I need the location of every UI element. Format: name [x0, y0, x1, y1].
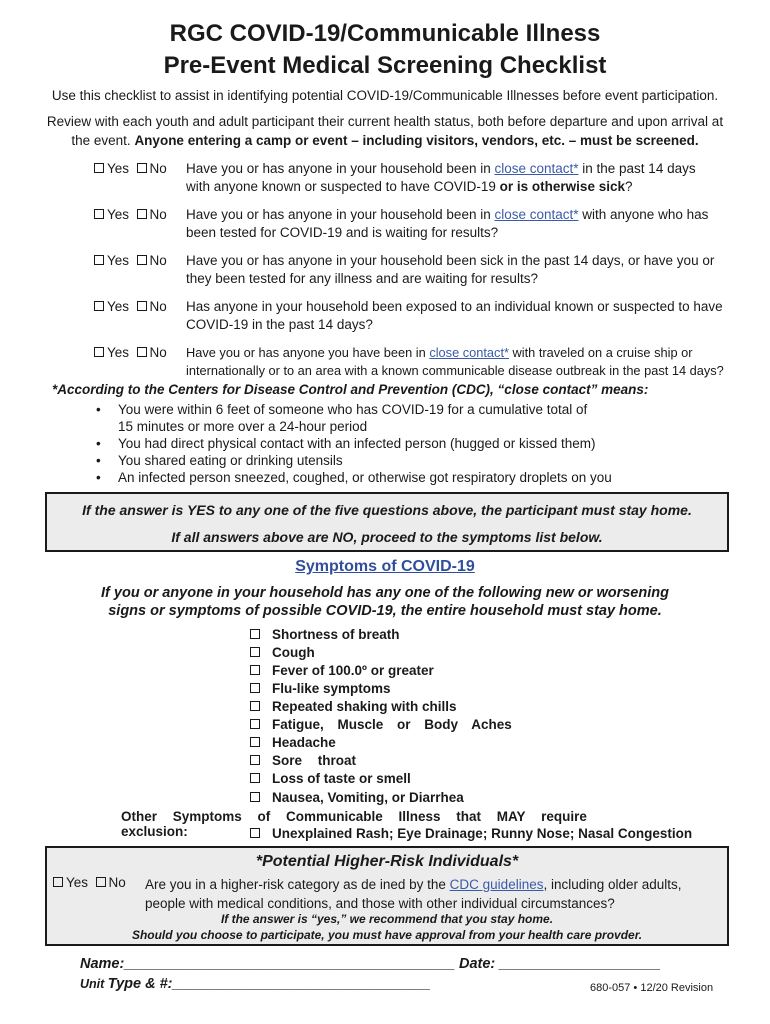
question-4-text — [186, 298, 746, 334]
symptoms-subheading-line2: signs or symptoms of possible COVID-19, the entire household must stay home. — [108, 603, 662, 619]
q5-yes-label: Yes — [107, 345, 130, 360]
q1-close-contact-link[interactable]: close contact* — [494, 161, 579, 176]
page-title-line1: RGC COVID-19/Communicable Illness — [169, 20, 601, 47]
bullet-dot: • — [96, 436, 101, 451]
q3-text-line2: they been tested for any illness and are waiting for results? — [186, 271, 538, 286]
q1-no-label: No — [149, 161, 167, 176]
q1-text-pre: Have you or has anyone in your household been in — [186, 161, 495, 176]
intro-screening-requirement: Anyone entering a camp or event – including visitors, vendors, etc. – must be screened. — [134, 133, 699, 148]
symptom-label: Flu-like symptoms — [272, 681, 391, 696]
symptom-checkbox[interactable] — [250, 773, 260, 783]
bullet-dot: • — [96, 402, 101, 417]
cdc-bullet-1-line2: 15 minutes or more over a 24-hour period — [118, 419, 368, 434]
q3-yes-checkbox[interactable] — [94, 255, 104, 265]
symptom-checkbox[interactable] — [250, 683, 260, 693]
risk-yes-checkbox[interactable] — [53, 877, 63, 887]
intro-line1: Use this checklist to assist in identifying potential COVID-19/Communicable Illnesses before event participation. — [51, 88, 719, 103]
question-1-options — [94, 160, 184, 178]
q1-text-line2: with anyone known or suspected to have COVID-19 — [186, 179, 500, 194]
higher-risk-heading: *Potential Higher-Risk Individuals* — [255, 853, 519, 870]
other-symptoms-label: Other Symptoms of Communicable Illness that MAY require exclusion: — [121, 809, 587, 839]
symptom-label: Nausea, Vomiting, or Diarrhea — [272, 790, 464, 805]
q2-text-post: with anyone who has — [578, 207, 709, 222]
q4-no-checkbox[interactable] — [137, 301, 147, 311]
page-title-line2: Pre-Event Medical Screening Checklist — [163, 52, 607, 79]
q5-text-line2: internationally or to an area with a known communicable disease outbreak in the past 14 days? — [186, 363, 724, 378]
q3-no-checkbox[interactable] — [137, 255, 147, 265]
symptom-checkbox[interactable] — [250, 719, 260, 729]
q2-text-line2: been tested for COVID-19 and is waiting for results? — [186, 225, 499, 240]
symptoms-heading — [0, 558, 770, 576]
symptom-item-sore-throat — [250, 753, 356, 768]
higher-risk-note2: Should you choose to participate, you must have approval from your health care provder. — [131, 928, 643, 942]
q4-yes-label: Yes — [107, 299, 130, 314]
symptom-checkbox[interactable] — [250, 792, 260, 802]
cdc-bullet-1-text — [118, 401, 638, 435]
symptom-label: Shortness of breath — [272, 627, 400, 642]
q4-text-line2: COVID-19 in the past 14 days? — [186, 317, 373, 332]
q2-text-pre: Have you or has anyone in your household been in — [186, 207, 495, 222]
stay-home-notice-line1: If the answer is YES to any one of the five questions above, the participant must stay home. — [82, 502, 692, 518]
symptom-label: Loss of taste or smell — [272, 771, 411, 786]
risk-no-checkbox[interactable] — [96, 877, 106, 887]
risk-q-line2: people with medical conditions, and those with other individual circumstances? — [145, 896, 615, 911]
question-2-options — [94, 206, 184, 224]
symptoms-subheading-line1: If you or anyone in your household has any one of the following new or worsening — [101, 585, 669, 601]
q1-text-bold: or is otherwise sick — [499, 179, 625, 194]
q1-text-end: ? — [624, 179, 633, 194]
q1-no-checkbox[interactable] — [137, 163, 147, 173]
q5-text-post: with traveled on a cruise ship or — [508, 345, 693, 360]
other-symptom-item — [250, 826, 692, 841]
bullet-dot: • — [96, 453, 101, 468]
q4-no-label: No — [149, 299, 167, 314]
question-5-options — [94, 344, 184, 362]
q2-yes-checkbox[interactable] — [94, 209, 104, 219]
intro-line3: the event. — [71, 133, 135, 148]
stay-home-notice-box — [45, 492, 729, 552]
higher-risk-box — [45, 846, 729, 946]
q2-close-contact-link[interactable]: close contact* — [494, 207, 579, 222]
q4-text-line1: Has anyone in your household been exposed to an individual known or suspected to have — [186, 299, 723, 314]
symptom-checkbox[interactable] — [250, 701, 260, 711]
q4-yes-checkbox[interactable] — [94, 301, 104, 311]
other-symptom-label: Unexplained Rash; Eye Drainage; Runny Nose; Nasal Congestion — [272, 826, 693, 841]
stay-home-notice-line2: If all answers above are NO, proceed to the symptoms list below. — [171, 529, 603, 545]
symptom-checkbox[interactable] — [250, 737, 260, 747]
q3-yes-label: Yes — [107, 253, 130, 268]
other-symptom-checkbox[interactable] — [250, 828, 260, 838]
bullet-dot: • — [96, 470, 101, 485]
question-2-text — [186, 206, 746, 242]
symptom-checkbox[interactable] — [250, 665, 260, 675]
symptom-item-flu-like — [250, 681, 391, 696]
unit-type-label: Type & #:________________________________ — [107, 976, 431, 992]
q1-yes-checkbox[interactable] — [94, 163, 104, 173]
risk-q-pre: Are you in a higher-risk category as de ined by the — [145, 877, 450, 892]
symptom-item-chills — [250, 699, 457, 714]
q1-text-post: in the past 14 days — [578, 161, 696, 176]
symptom-item-shortness-of-breath — [250, 627, 400, 642]
symptom-item-fever — [250, 663, 434, 678]
name-date-field[interactable]: Name:_________________________________________ Date: ____________________ — [80, 956, 661, 972]
q1-yes-label: Yes — [107, 161, 130, 176]
q5-no-checkbox[interactable] — [137, 347, 147, 357]
symptom-label: Sore throat — [272, 753, 357, 768]
q2-no-checkbox[interactable] — [137, 209, 147, 219]
cdc-guidelines-link[interactable]: CDC guidelines — [449, 877, 544, 892]
symptom-checkbox[interactable] — [250, 629, 260, 639]
question-5-text — [186, 344, 746, 380]
q5-yes-checkbox[interactable] — [94, 347, 104, 357]
intro-paragraph — [0, 112, 770, 150]
higher-risk-question — [145, 875, 715, 913]
symptom-label: Fatigue, Muscle or Body Aches — [272, 717, 512, 732]
cdc-bullet-2-text: You had direct physical contact with an infected person (hugged or kissed them) — [118, 436, 596, 451]
unit-prefix: Unit — [80, 977, 108, 991]
cdc-bullet-1-line1: You were within 6 feet of someone who has COVID-19 for a cumulative total of — [118, 402, 588, 417]
q5-text-pre: Have you or has anyone you have been in — [186, 345, 430, 360]
symptom-label: Repeated shaking with chills — [272, 699, 457, 714]
symptom-label: Fever of 100.0º or greater — [272, 663, 434, 678]
symptom-item-loss-of-taste — [250, 771, 411, 786]
question-4-options — [94, 298, 184, 316]
symptom-item-fatigue — [250, 717, 512, 732]
question-1-text — [186, 160, 746, 196]
symptom-item-nausea — [250, 790, 464, 805]
q5-no-label: No — [149, 345, 167, 360]
symptom-item-cough — [250, 645, 315, 660]
q3-text-line1: Have you or has anyone in your household been sick in the past 14 days, or have you or — [186, 253, 715, 268]
q3-no-label: No — [149, 253, 167, 268]
form-revision: 680-057 • 12/20 Revision — [590, 982, 714, 994]
cdc-close-contact-heading: *According to the Centers for Disease Control and Prevention (CDC), “close contact” means: — [52, 382, 649, 397]
risk-no-label: No — [108, 875, 126, 890]
higher-risk-note1: If the answer is “yes,” we recommend that you stay home. — [220, 912, 554, 926]
q2-no-label: No — [149, 207, 167, 222]
q5-close-contact-link[interactable]: close contact* — [429, 345, 509, 360]
higher-risk-options — [53, 875, 126, 890]
symptom-item-headache — [250, 735, 336, 750]
risk-q-post: , including older adults, — [543, 877, 682, 892]
question-3-options — [94, 252, 184, 270]
risk-yes-label: Yes — [66, 875, 89, 890]
cdc-bullet-3-text: You shared eating or drinking utensils — [118, 453, 343, 468]
question-3-text — [186, 252, 746, 288]
cdc-bullet-4-text: An infected person sneezed, coughed, or otherwise got respiratory droplets on you — [118, 470, 612, 485]
symptom-label: Cough — [272, 645, 315, 660]
symptom-label: Headache — [272, 735, 336, 750]
intro-line2: Review with each youth and adult participant their current health status, both before departure and upon arrival at — [46, 114, 724, 129]
symptoms-heading-text: Symptoms of COVID-19 — [295, 558, 475, 575]
symptom-checkbox[interactable] — [250, 647, 260, 657]
q2-yes-label: Yes — [107, 207, 130, 222]
unit-type-field[interactable] — [80, 976, 431, 992]
symptom-checkbox[interactable] — [250, 755, 260, 765]
